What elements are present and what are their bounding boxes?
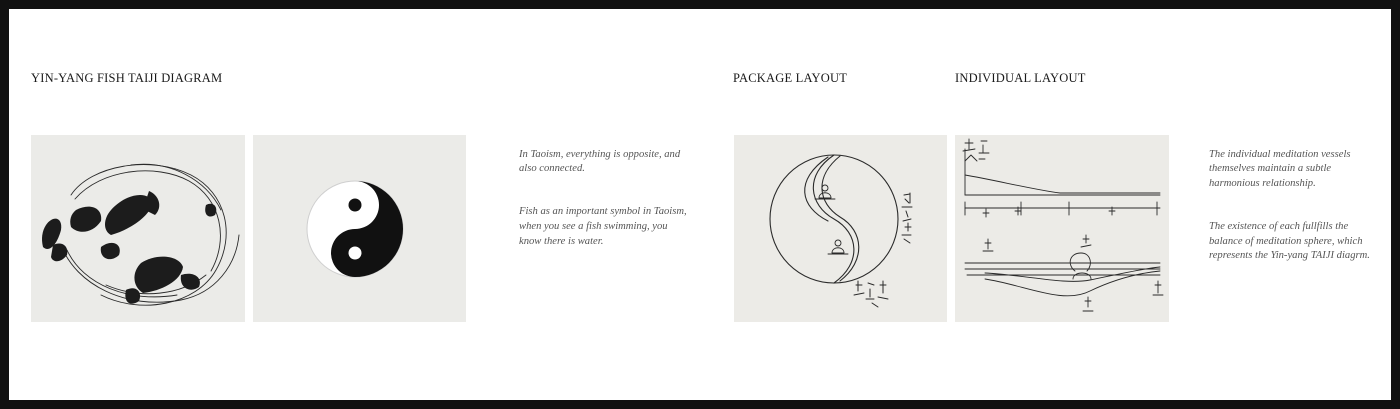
ink-fish-painting bbox=[31, 135, 245, 322]
presentation-board bbox=[9, 9, 1391, 400]
meditation-note-paragraph-2: The existence of each fullfills the balance of meditation sphere, which represents the Yin-yang TAIJI diagrm. bbox=[1209, 220, 1370, 262]
yin-yang-symbol bbox=[253, 135, 466, 322]
package-layout-sketch bbox=[734, 135, 947, 322]
package-sketch-illustration bbox=[734, 135, 947, 322]
taoism-note bbox=[519, 133, 719, 264]
individual-layout-heading: INDIVIDUAL LAYOUT bbox=[955, 71, 1086, 85]
yin-yang-panel bbox=[253, 135, 466, 322]
individual-sketch-illustration bbox=[955, 135, 1169, 322]
ink-fish-illustration bbox=[31, 135, 245, 322]
taoism-note-paragraph-2: Fish as an important symbol in Taoism, when you see a fish swimming, you know there is water. bbox=[519, 206, 687, 247]
meditation-note bbox=[1209, 133, 1389, 278]
taoism-note-paragraph-1: In Taoism, everything is opposite, and also connected. bbox=[519, 148, 681, 175]
meditation-note-paragraph-1: The individual meditation vessels themselves maintain a subtle harmonious relationship. bbox=[1209, 148, 1351, 189]
individual-layout-sketch bbox=[955, 135, 1169, 322]
package-layout-heading: PACKAGE LAYOUT bbox=[733, 71, 848, 85]
taiji-heading: YIN-YANG FISH TAIJI DIAGRAM bbox=[31, 71, 223, 85]
